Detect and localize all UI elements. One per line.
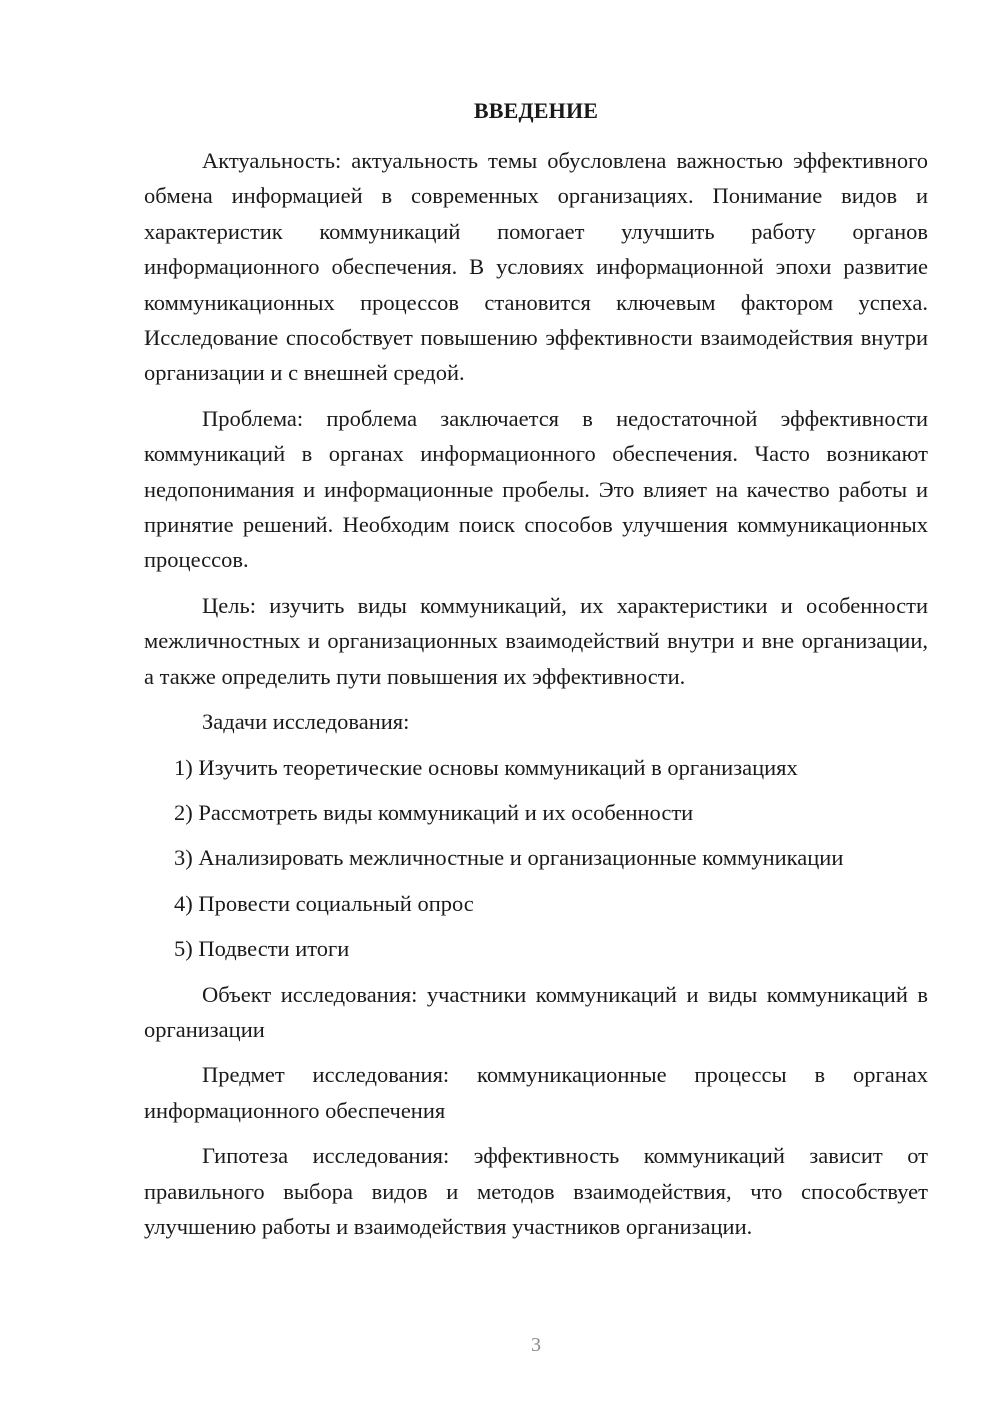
- subject-paragraph: Предмет исследования: коммуникационные процессы в органах информационного обеспечения: [144, 1062, 928, 1123]
- document-body: [144, 143, 928, 1254]
- list-item: 3) Анализировать межличностные и организационные коммуникации: [174, 845, 844, 871]
- list-item: 5) Подвести итоги: [174, 936, 350, 962]
- tasks-list: [144, 750, 928, 967]
- page-number: 3: [531, 1334, 541, 1356]
- list-item: 4) Провести социальный опрос: [174, 890, 474, 916]
- tasks-intro: Задачи исследования:: [202, 709, 410, 735]
- section-heading: ВВЕДЕНИЕ: [473, 98, 599, 123]
- list-item: 1) Изучить теоретические основы коммуникаций в организациях: [174, 754, 798, 780]
- object-paragraph: Объект исследования: участники коммуникаций и виды коммуникаций в организации: [144, 981, 928, 1042]
- hypothesis-paragraph: Гипотеза исследования: эффективность коммуникаций зависит от правильного выбора видов и методов взаимодействия, что способствует улучшению работы и взаимодействия участников организации.: [144, 1143, 928, 1239]
- relevance-paragraph: Актуальность: актуальность темы обусловлена важностью эффективного обмена информацией в современных организациях. Понимание видов и характеристик коммуникаций помогает улучшить работу органов информационного обеспечения. В условиях информационной эпохи развитие коммуникационных процессов становится ключевым фактором успеха. Исследование способствует повышению эффективности взаимодействия внутри организации и с внешней средой.: [144, 148, 928, 386]
- goal-paragraph: Цель: изучить виды коммуникаций, их характеристики и особенности межличностных и организационных взаимодействий внутри и вне организации, а также определить пути повышения их эффективности.: [144, 592, 928, 689]
- problem-paragraph: Проблема: проблема заключается в недостаточной эффективности коммуникаций в органах информационного обеспечения. Часто возникают недопонимания и информационные пробелы. Это влияет на качество работы и принятие решений. Необходим поиск способов улучшения коммуникационных процессов.: [144, 405, 928, 573]
- list-item: 2) Рассмотреть виды коммуникаций и их особенности: [174, 799, 694, 825]
